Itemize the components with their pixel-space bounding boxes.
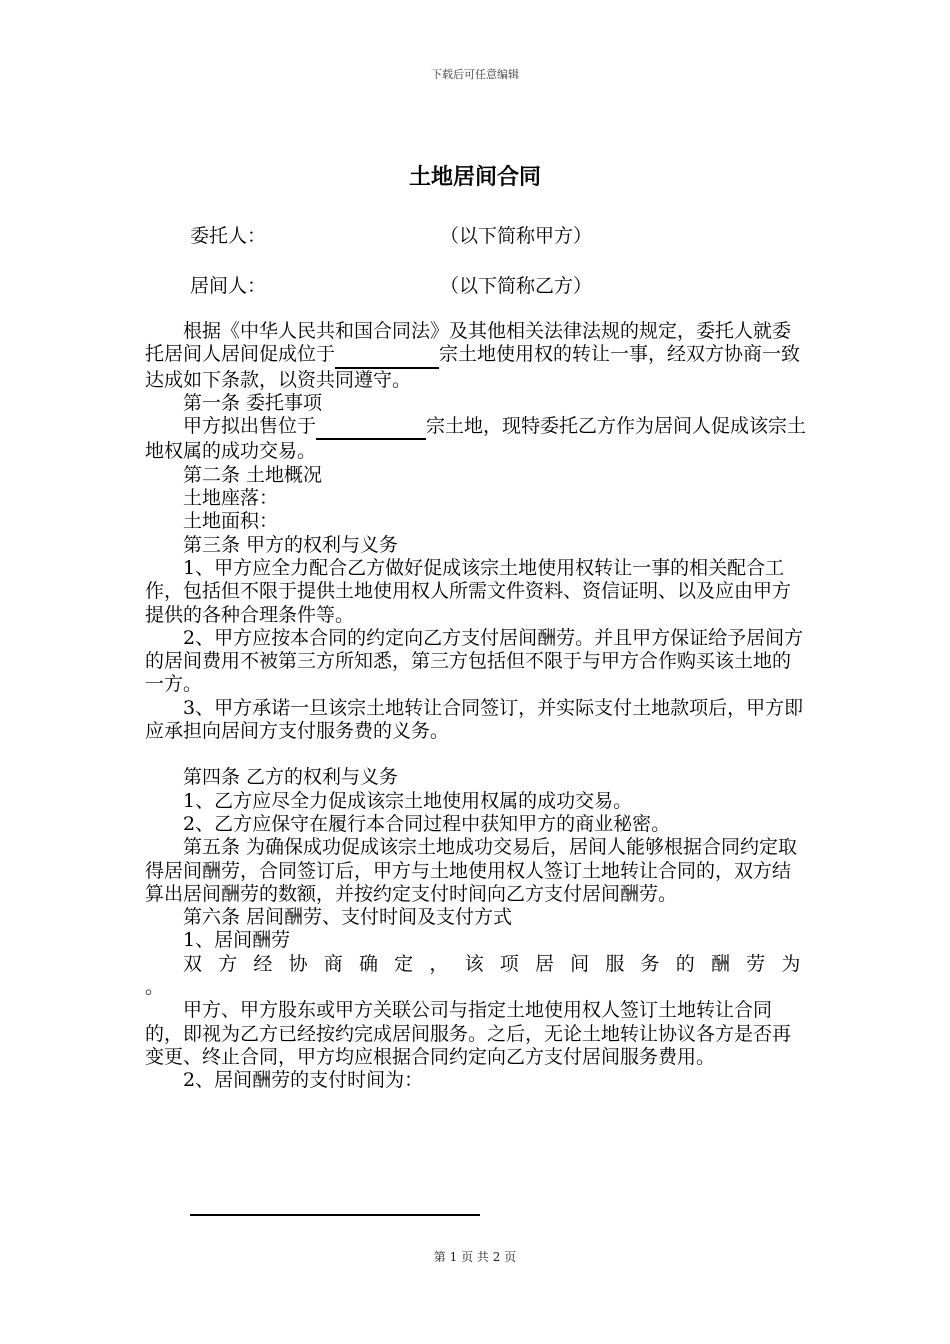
page-current: 1 bbox=[449, 1250, 458, 1264]
article-4-item-2: 2、乙方应保守在履行本合同过程中获知甲方的商业秘密。 bbox=[183, 812, 671, 835]
contract-body bbox=[145, 320, 807, 1093]
page-footer bbox=[0, 1248, 950, 1265]
article-4-item-1: 1、乙方应尽全力促成该宗土地使用权属的成功交易。 bbox=[183, 789, 633, 812]
article-4-title: 第四条 乙方的权利与义务 bbox=[183, 766, 399, 789]
land-area: 土地面积： bbox=[183, 510, 279, 533]
page-suffix: 页 bbox=[500, 1250, 517, 1264]
article-6-title: 第六条 居间酬劳、支付时间及支付方式 bbox=[183, 906, 513, 929]
art1-location-blank bbox=[316, 415, 426, 440]
land-location: 土地座落： bbox=[183, 487, 279, 510]
article-3-item-2: 2、甲方应按本合同的约定向乙方支付居间酬劳。并且甲方保证给予居间方的居间费用不被第三方所知悉，第三方包括但不限于与甲方合作购买该土地的一方。 bbox=[145, 626, 804, 696]
article-5: 第五条 为确保成功促成该宗土地成功交易后，居间人能够根据合同约定取得居间酬劳，合同签订后，甲方与土地使用权人签订土地转让合同的，双方结算出居间酬劳的数额，并按约定支付时间向乙方支付居间酬劳。 bbox=[145, 836, 798, 905]
article-6-item-1-detail: 甲方、甲方股东或甲方关联公司与指定土地使用权人签订土地转让合同的，即视为乙方已经按约完成居间服务。之后，无论土地转让协议各方是否再变更、终止合同，甲方均应根据合同约定向乙方支付居间服务费用。 bbox=[145, 999, 792, 1068]
intro-text-b: 宗土地使用权的转让一事，经双方协商一致达成如下条款，以资共同遵守。 bbox=[145, 343, 801, 391]
article-6-item-2-title: 2、居间酬劳的支付时间为： bbox=[183, 1069, 424, 1092]
article-6-item-1-title: 1、居间酬劳 bbox=[183, 929, 291, 952]
article-6-fee-text: 双方经协商确定，该项居间服务的酬劳为 bbox=[183, 952, 807, 975]
article-1-title: 第一条 委托事项 bbox=[183, 391, 323, 414]
intermediary-note: （以下简称乙方） bbox=[440, 275, 593, 297]
art1-text-b: 宗土地，现特委托乙方作为居间人促成该宗土地权属的成功交易。 bbox=[145, 415, 807, 463]
intro-paragraph bbox=[145, 320, 807, 392]
intermediary-label: 居间人： bbox=[190, 275, 267, 297]
article-6-fee-end: 。 bbox=[145, 976, 165, 999]
intro-text-a: 根据《中华人民共和国合同法》及其他相关法律法规的规定，委托人就委托居间人居间促成位于 bbox=[145, 320, 792, 366]
location-blank bbox=[335, 343, 439, 368]
payment-time-blank bbox=[190, 1214, 480, 1216]
page-total: 2 bbox=[492, 1250, 501, 1264]
art1-text-a: 甲方拟出售位于 bbox=[183, 415, 317, 438]
article-3-item-1: 1、甲方应全力配合乙方做好促成该宗土地使用权转让一事的相关配合工作，包括但不限于提供土地使用权人所需文件资料、资信证明、以及应由甲方提供的各种合理条件等。 bbox=[145, 556, 792, 626]
article-1-text bbox=[145, 415, 807, 464]
page-middle: 页 共 bbox=[457, 1250, 493, 1264]
article-3-title: 第三条 甲方的权利与义务 bbox=[183, 533, 399, 556]
page-prefix: 第 bbox=[433, 1250, 450, 1264]
page-header-note: 下载后可任意编辑 bbox=[431, 68, 519, 81]
principal-note: （以下简称甲方） bbox=[440, 225, 593, 247]
article-2-title: 第二条 土地概况 bbox=[183, 463, 323, 486]
article-3-item-3: 3、甲方承诺一旦该宗土地转让合同签订，并实际支付土地款项后，甲方即应承担向居间方支付服务费的义务。 bbox=[145, 696, 804, 743]
paragraph-gap bbox=[145, 743, 807, 766]
document-title: 土地居间合同 bbox=[408, 165, 541, 190]
principal-label: 委托人： bbox=[190, 225, 267, 247]
